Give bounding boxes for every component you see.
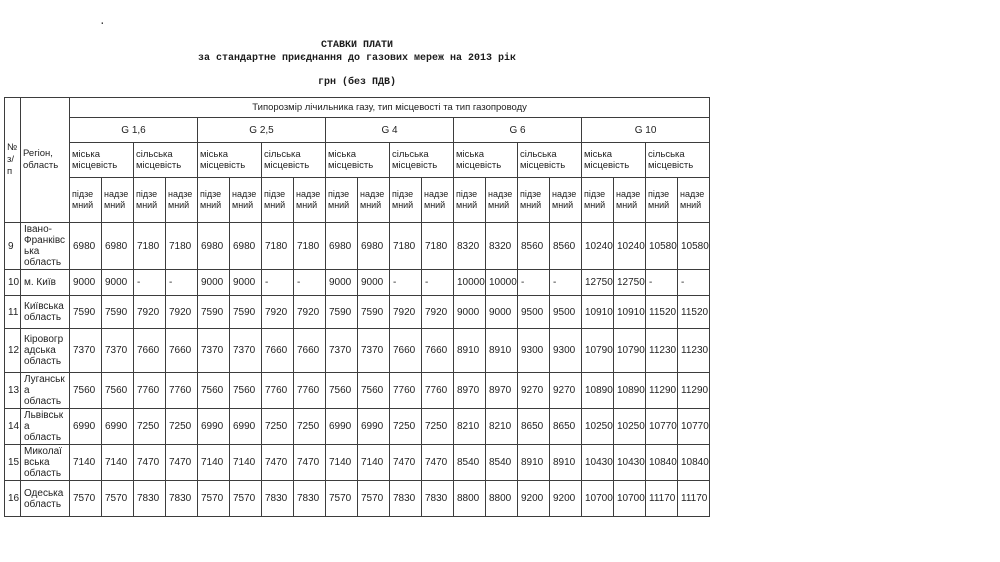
rate-value-cell: 9500 xyxy=(518,296,550,329)
rate-value-cell: 8970 xyxy=(486,373,518,409)
rate-value-cell: 8210 xyxy=(454,409,486,445)
header-group-g10: G 10 xyxy=(582,118,710,143)
rate-value-cell: 7470 xyxy=(294,445,326,481)
header-overground: надземний xyxy=(102,178,134,223)
region-name-cell: Київська область xyxy=(21,296,70,329)
rate-value-cell: 7250 xyxy=(166,409,198,445)
rate-value-cell: 6990 xyxy=(326,409,358,445)
rate-value-cell: 7660 xyxy=(166,329,198,373)
rate-value-cell: 6980 xyxy=(102,223,134,270)
table-row xyxy=(5,270,710,296)
rate-value-cell: 7560 xyxy=(358,373,390,409)
header-rural: сільська місцевість xyxy=(134,143,198,178)
rate-value-cell: 9300 xyxy=(550,329,582,373)
rate-value-cell: 7570 xyxy=(358,481,390,517)
rate-value-cell: 8910 xyxy=(454,329,486,373)
table-row xyxy=(5,373,710,409)
rate-value-cell: 6980 xyxy=(70,223,102,270)
rate-value-cell: 9000 xyxy=(70,270,102,296)
header-overground: надземний xyxy=(230,178,262,223)
header-region: Регіон, область xyxy=(21,98,70,223)
rate-value-cell: 8320 xyxy=(454,223,486,270)
rate-value-cell: 7370 xyxy=(230,329,262,373)
rate-value-cell: 8910 xyxy=(486,329,518,373)
header-urban: міська місцевість xyxy=(326,143,390,178)
rate-value-cell: 11520 xyxy=(678,296,710,329)
rate-value-cell: 8540 xyxy=(486,445,518,481)
rate-value-cell: 8800 xyxy=(454,481,486,517)
rate-value-cell: 6990 xyxy=(198,409,230,445)
rate-value-cell: 7250 xyxy=(422,409,454,445)
doc-subtitle: за стандартне приєднання до газових мереж на 2013 рік xyxy=(197,53,517,64)
rate-value-cell: 6990 xyxy=(102,409,134,445)
rate-value-cell: - xyxy=(518,270,550,296)
rate-value-cell: 7760 xyxy=(390,373,422,409)
rate-value-cell: 10240 xyxy=(614,223,646,270)
rate-value-cell: 9000 xyxy=(230,270,262,296)
header-underground: підземний xyxy=(454,178,486,223)
rate-value-cell: 7920 xyxy=(422,296,454,329)
rate-value-cell: 11290 xyxy=(678,373,710,409)
rate-value-cell: 7920 xyxy=(166,296,198,329)
rate-value-cell: 10250 xyxy=(614,409,646,445)
rate-value-cell: 9000 xyxy=(326,270,358,296)
header-urban: міська місцевість xyxy=(198,143,262,178)
rate-value-cell: 11520 xyxy=(646,296,678,329)
rate-value-cell: 12750 xyxy=(614,270,646,296)
rate-value-cell: 7140 xyxy=(198,445,230,481)
rate-value-cell: 7180 xyxy=(262,223,294,270)
table-row xyxy=(5,329,710,373)
rate-value-cell: 7370 xyxy=(70,329,102,373)
rate-value-cell: 9000 xyxy=(198,270,230,296)
rate-value-cell: 7560 xyxy=(102,373,134,409)
rate-value-cell: 7470 xyxy=(166,445,198,481)
header-overground: надземний xyxy=(166,178,198,223)
rate-value-cell: 8540 xyxy=(454,445,486,481)
rate-value-cell: 8210 xyxy=(486,409,518,445)
row-number-cell: 9 xyxy=(5,223,21,270)
header-group-g6: G 6 xyxy=(454,118,582,143)
rate-value-cell: 10000 xyxy=(486,270,518,296)
rate-value-cell: 7180 xyxy=(390,223,422,270)
stray-dot: . xyxy=(99,16,106,28)
rate-value-cell: 7560 xyxy=(70,373,102,409)
header-group-g4: G 4 xyxy=(326,118,454,143)
header-underground: підземний xyxy=(326,178,358,223)
header-overground: надземний xyxy=(358,178,390,223)
rates-table-body xyxy=(5,223,710,517)
rate-value-cell: 7560 xyxy=(198,373,230,409)
rate-value-cell: 7590 xyxy=(102,296,134,329)
rate-value-cell: 8560 xyxy=(518,223,550,270)
region-name-cell: Миколаївська область xyxy=(21,445,70,481)
region-name-cell: м. Київ xyxy=(21,270,70,296)
rate-value-cell: 9270 xyxy=(518,373,550,409)
rate-value-cell: - xyxy=(422,270,454,296)
header-row-locality xyxy=(5,143,710,178)
rate-value-cell: - xyxy=(390,270,422,296)
row-number-cell: 12 xyxy=(5,329,21,373)
rate-value-cell: 7370 xyxy=(102,329,134,373)
row-number-cell: 13 xyxy=(5,373,21,409)
rate-value-cell: 8650 xyxy=(550,409,582,445)
header-overground: надземний xyxy=(550,178,582,223)
rate-value-cell: - xyxy=(262,270,294,296)
header-rural: сільська місцевість xyxy=(518,143,582,178)
header-underground: підземний xyxy=(262,178,294,223)
rate-value-cell: - xyxy=(166,270,198,296)
rate-value-cell: 7570 xyxy=(198,481,230,517)
rate-value-cell: 9300 xyxy=(518,329,550,373)
header-urban: міська місцевість xyxy=(454,143,518,178)
rate-value-cell: 7180 xyxy=(294,223,326,270)
rate-value-cell: 10890 xyxy=(614,373,646,409)
rate-value-cell: 10250 xyxy=(582,409,614,445)
rate-value-cell: 7660 xyxy=(262,329,294,373)
header-underground: підземний xyxy=(390,178,422,223)
header-row-pipe-type xyxy=(5,178,710,223)
rate-value-cell: 7830 xyxy=(422,481,454,517)
region-name-cell: Львівська область xyxy=(21,409,70,445)
rate-value-cell: 7250 xyxy=(294,409,326,445)
region-name-cell: Івано-Франківська область xyxy=(21,223,70,270)
rate-value-cell: - xyxy=(646,270,678,296)
region-name-cell: Кіровоградська область xyxy=(21,329,70,373)
rate-value-cell: 10790 xyxy=(582,329,614,373)
rate-value-cell: 7920 xyxy=(390,296,422,329)
region-name-cell: Одеська область xyxy=(21,481,70,517)
rate-value-cell: 7830 xyxy=(294,481,326,517)
header-rural: сільська місцевість xyxy=(646,143,710,178)
header-group-g25: G 2,5 xyxy=(198,118,326,143)
rate-value-cell: 7180 xyxy=(134,223,166,270)
rate-value-cell: 7570 xyxy=(326,481,358,517)
rate-value-cell: 9270 xyxy=(550,373,582,409)
rate-value-cell: 7590 xyxy=(230,296,262,329)
rate-value-cell: 7470 xyxy=(262,445,294,481)
rate-value-cell: 10840 xyxy=(646,445,678,481)
header-overground: надземний xyxy=(294,178,326,223)
rate-value-cell: 7470 xyxy=(390,445,422,481)
rate-value-cell: 11290 xyxy=(646,373,678,409)
rate-value-cell: 9000 xyxy=(454,296,486,329)
rate-value-cell: 10890 xyxy=(582,373,614,409)
rate-value-cell: 7590 xyxy=(358,296,390,329)
rate-value-cell: 7560 xyxy=(230,373,262,409)
row-number-cell: 16 xyxy=(5,481,21,517)
rate-value-cell: 6980 xyxy=(358,223,390,270)
rate-value-cell: 6990 xyxy=(230,409,262,445)
rate-value-cell: 11230 xyxy=(646,329,678,373)
header-underground: підземний xyxy=(134,178,166,223)
rate-value-cell: 6980 xyxy=(326,223,358,270)
header-overground: надземний xyxy=(486,178,518,223)
rate-value-cell: 8800 xyxy=(486,481,518,517)
rate-value-cell: 7590 xyxy=(198,296,230,329)
rate-value-cell: 9000 xyxy=(358,270,390,296)
rate-value-cell: 7250 xyxy=(134,409,166,445)
rate-value-cell: 7470 xyxy=(134,445,166,481)
header-rural: сільська місцевість xyxy=(262,143,326,178)
rate-value-cell: 7760 xyxy=(422,373,454,409)
rate-value-cell: 9200 xyxy=(518,481,550,517)
row-number-cell: 14 xyxy=(5,409,21,445)
rate-value-cell: - xyxy=(678,270,710,296)
rate-value-cell: 7830 xyxy=(166,481,198,517)
rate-value-cell: 7760 xyxy=(262,373,294,409)
row-number-cell: 15 xyxy=(5,445,21,481)
header-meter-type-span: Типорозмір лічильника газу, тип місцевості та тип газопроводу xyxy=(70,98,710,118)
rate-value-cell: 7570 xyxy=(70,481,102,517)
rate-value-cell: 7590 xyxy=(70,296,102,329)
rate-value-cell: 8560 xyxy=(550,223,582,270)
rate-value-cell: 7760 xyxy=(166,373,198,409)
rate-value-cell: - xyxy=(294,270,326,296)
rate-value-cell: 10580 xyxy=(646,223,678,270)
rate-value-cell: 7760 xyxy=(294,373,326,409)
rate-value-cell: 7760 xyxy=(134,373,166,409)
rate-value-cell: 7920 xyxy=(262,296,294,329)
rate-value-cell: 10790 xyxy=(614,329,646,373)
header-underground: підземний xyxy=(582,178,614,223)
rate-value-cell: 7830 xyxy=(390,481,422,517)
header-row-groups xyxy=(5,118,710,143)
header-rural: сільська місцевість xyxy=(390,143,454,178)
table-row xyxy=(5,296,710,329)
rate-value-cell: 6980 xyxy=(198,223,230,270)
rate-value-cell: 8650 xyxy=(518,409,550,445)
header-underground: підземний xyxy=(518,178,550,223)
rate-value-cell: 10700 xyxy=(614,481,646,517)
rate-value-cell: 7570 xyxy=(230,481,262,517)
rate-value-cell: 7180 xyxy=(166,223,198,270)
rate-value-cell: 7590 xyxy=(326,296,358,329)
rate-value-cell: 9200 xyxy=(550,481,582,517)
rate-value-cell: 7140 xyxy=(326,445,358,481)
rate-value-cell: - xyxy=(134,270,166,296)
rate-value-cell: 11170 xyxy=(678,481,710,517)
rate-value-cell: 10580 xyxy=(678,223,710,270)
rate-value-cell: 10240 xyxy=(582,223,614,270)
region-name-cell: Луганська область xyxy=(21,373,70,409)
row-number-cell: 10 xyxy=(5,270,21,296)
rate-value-cell: 7470 xyxy=(422,445,454,481)
rate-value-cell: 7830 xyxy=(134,481,166,517)
header-row-top xyxy=(5,98,710,118)
rate-value-cell: 12750 xyxy=(582,270,614,296)
header-row-number: № з/п xyxy=(5,98,21,223)
header-overground: надземний xyxy=(422,178,454,223)
rates-table xyxy=(4,97,710,517)
rate-value-cell: 7560 xyxy=(326,373,358,409)
rate-value-cell: 7140 xyxy=(70,445,102,481)
rate-value-cell: 7920 xyxy=(294,296,326,329)
rate-value-cell: 10770 xyxy=(646,409,678,445)
rate-value-cell: 7140 xyxy=(102,445,134,481)
header-underground: підземний xyxy=(198,178,230,223)
rate-value-cell: 10840 xyxy=(678,445,710,481)
header-underground: підземний xyxy=(646,178,678,223)
rate-value-cell: 7570 xyxy=(102,481,134,517)
table-row xyxy=(5,445,710,481)
rate-value-cell: 10430 xyxy=(582,445,614,481)
rate-value-cell: 8320 xyxy=(486,223,518,270)
rate-value-cell: 10430 xyxy=(614,445,646,481)
header-urban: міська місцевість xyxy=(70,143,134,178)
rate-value-cell: 7660 xyxy=(422,329,454,373)
table-row xyxy=(5,481,710,517)
header-overground: надземний xyxy=(678,178,710,223)
rate-value-cell: - xyxy=(550,270,582,296)
rate-value-cell: 6990 xyxy=(358,409,390,445)
table-row xyxy=(5,223,710,270)
rate-value-cell: 7660 xyxy=(134,329,166,373)
rate-value-cell: 6980 xyxy=(230,223,262,270)
rate-value-cell: 10770 xyxy=(678,409,710,445)
rate-value-cell: 11170 xyxy=(646,481,678,517)
header-group-g16: G 1,6 xyxy=(70,118,198,143)
doc-units-note: грн (без ПДВ) xyxy=(317,77,396,88)
rate-value-cell: 7140 xyxy=(230,445,262,481)
doc-title: СТАВКИ ПЛАТИ xyxy=(320,40,393,51)
rate-value-cell: 7660 xyxy=(294,329,326,373)
rate-value-cell: 10000 xyxy=(454,270,486,296)
rate-value-cell: 11230 xyxy=(678,329,710,373)
rate-value-cell: 9500 xyxy=(550,296,582,329)
header-overground: надземний xyxy=(614,178,646,223)
rate-value-cell: 6990 xyxy=(70,409,102,445)
rate-value-cell: 9000 xyxy=(102,270,134,296)
table-row xyxy=(5,409,710,445)
rate-value-cell: 9000 xyxy=(486,296,518,329)
rate-value-cell: 7370 xyxy=(198,329,230,373)
rate-value-cell: 7180 xyxy=(422,223,454,270)
rate-value-cell: 7250 xyxy=(262,409,294,445)
row-number-cell: 11 xyxy=(5,296,21,329)
header-urban: міська місцевість xyxy=(582,143,646,178)
rate-value-cell: 8910 xyxy=(518,445,550,481)
rate-value-cell: 7920 xyxy=(134,296,166,329)
rate-value-cell: 10910 xyxy=(582,296,614,329)
rate-value-cell: 7140 xyxy=(358,445,390,481)
rate-value-cell: 7370 xyxy=(358,329,390,373)
rate-value-cell: 8970 xyxy=(454,373,486,409)
rate-value-cell: 7830 xyxy=(262,481,294,517)
rate-value-cell: 7660 xyxy=(390,329,422,373)
rate-value-cell: 8910 xyxy=(550,445,582,481)
rate-value-cell: 7250 xyxy=(390,409,422,445)
header-underground: підземний xyxy=(70,178,102,223)
rate-value-cell: 7370 xyxy=(326,329,358,373)
rate-value-cell: 10910 xyxy=(614,296,646,329)
rate-value-cell: 10700 xyxy=(582,481,614,517)
